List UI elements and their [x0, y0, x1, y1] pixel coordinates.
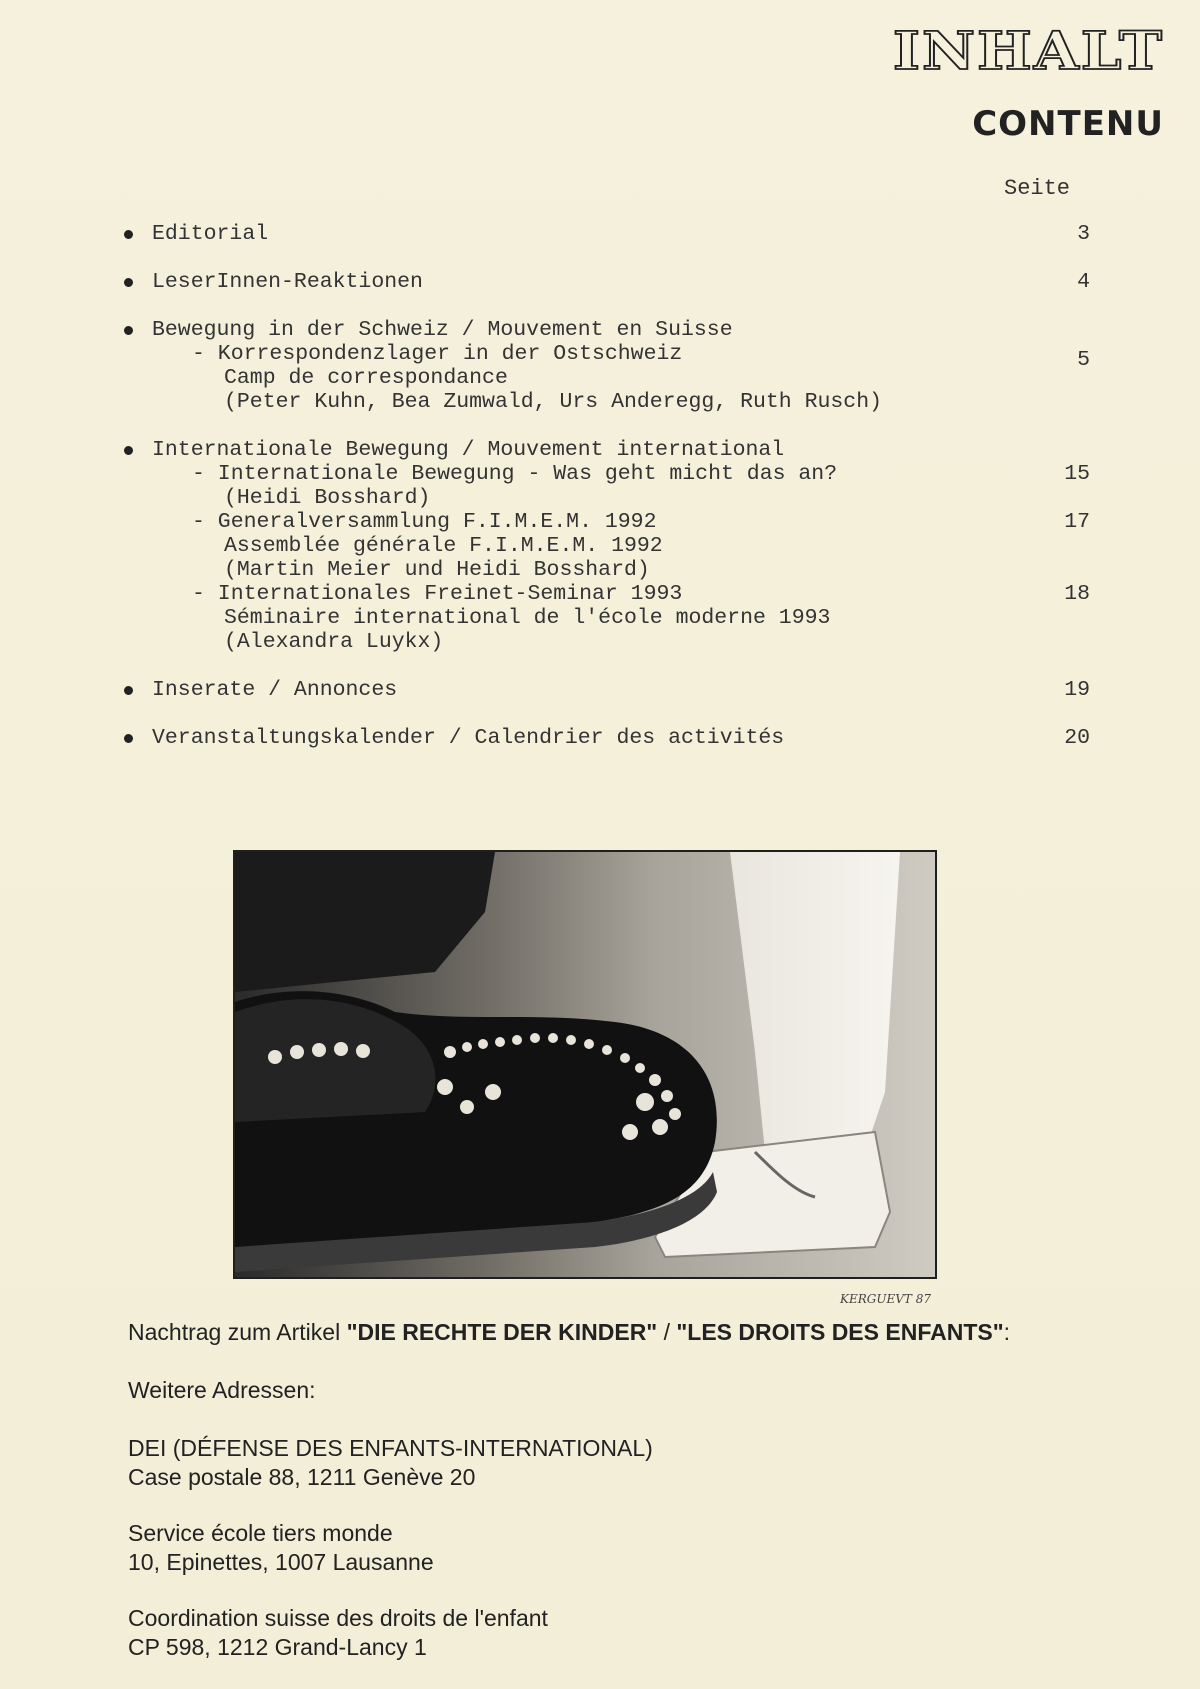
toc-page: 18 — [1064, 582, 1090, 606]
artist-signature: KERGUEVT 87 — [840, 1292, 931, 1306]
toc-entry-international — [120, 438, 1090, 654]
toc-label: Editorial — [152, 222, 269, 246]
toc-authors: (Martin Meier und Heidi Bosshard) — [224, 558, 650, 582]
toc-page: 15 — [1064, 462, 1090, 486]
toc-page: 3 — [1077, 222, 1090, 246]
toc-entry-inserate — [120, 678, 1090, 702]
toc-entry-leser — [120, 270, 1090, 294]
addendum-intro — [128, 1318, 1128, 1347]
toc-authors: (Peter Kuhn, Bea Zumwald, Urs Anderegg, Ruth Rusch) — [224, 390, 883, 414]
intro-suffix: : — [1003, 1319, 1011, 1345]
toc-entry-editorial — [120, 222, 1090, 246]
toc-label: Bewegung in der Schweiz / Mouvement en Suisse — [152, 318, 733, 342]
intro-title-de: "DIE RECHTE DER KINDER" — [346, 1319, 658, 1345]
toc-entry-kalender — [120, 726, 1090, 750]
address-1-line-2: Case postale 88, 1211 Genève 20 — [128, 1464, 476, 1490]
toc-label: Veranstaltungskalender / Calendrier des activités — [152, 726, 785, 750]
bullet-icon — [124, 734, 133, 743]
shoe-drawing-icon — [235, 852, 935, 1277]
title-contenu: CONTENU — [972, 104, 1164, 144]
toc-page: 4 — [1077, 270, 1090, 294]
toc-label: Internationale Bewegung / Mouvement international — [152, 438, 785, 462]
toc-authors: (Alexandra Luykx) — [224, 630, 444, 654]
toc-authors: (Heidi Bosshard) — [224, 486, 431, 510]
toc-page: 17 — [1064, 510, 1090, 534]
title-inhalt: INHALT — [892, 20, 1164, 82]
toc-sub-label: Séminaire international de l'école moderne 1993 — [224, 606, 831, 630]
bullet-icon — [124, 278, 133, 287]
shoe-illustration — [233, 850, 937, 1279]
address-2-line-2: 10, Epinettes, 1007 Lausanne — [128, 1549, 434, 1575]
toc-page: 5 — [1077, 348, 1090, 372]
intro-separator: / — [657, 1319, 677, 1345]
toc-entry-schweiz — [120, 318, 1090, 414]
toc-sub-label: Camp de correspondance — [224, 366, 508, 390]
address-3-line-2: CP 598, 1212 Grand-Lancy 1 — [128, 1634, 427, 1660]
toc-sub-label: - Korrespondenzlager in der Ostschweiz — [192, 342, 683, 366]
bullet-icon — [124, 230, 133, 239]
addresses-label: Weitere Adressen: — [128, 1377, 316, 1403]
toc-label: Inserate / Annonces — [152, 678, 398, 702]
address-1-line-1: DEI (DÉFENSE DES ENFANTS-INTERNATIONAL) — [128, 1435, 653, 1461]
bullet-icon — [124, 446, 133, 455]
toc-sub-label: - Internationale Bewegung - Was geht micht das an? — [192, 462, 838, 486]
toc-page: 19 — [1064, 678, 1090, 702]
toc-page: 20 — [1064, 726, 1090, 750]
bullet-icon — [124, 326, 133, 335]
bullet-icon — [124, 686, 133, 695]
toc-label: LeserInnen-Reaktionen — [152, 270, 423, 294]
intro-title-fr: "LES DROITS DES ENFANTS" — [676, 1319, 1004, 1345]
page-column-label: Seite — [1004, 176, 1071, 201]
addendum-section — [128, 1318, 1128, 1662]
table-of-contents — [120, 222, 1090, 774]
address-3-line-1: Coordination suisse des droits de l'enfant — [128, 1605, 548, 1631]
toc-sub-label: - Internationales Freinet-Seminar 1993 — [192, 582, 683, 606]
address-2-line-1: Service école tiers monde — [128, 1520, 393, 1546]
toc-sub-label: Assemblée générale F.I.M.E.M. 1992 — [224, 534, 663, 558]
toc-sub-label: - Generalversammlung F.I.M.E.M. 1992 — [192, 510, 657, 534]
intro-prefix: Nachtrag zum Artikel — [128, 1319, 347, 1345]
